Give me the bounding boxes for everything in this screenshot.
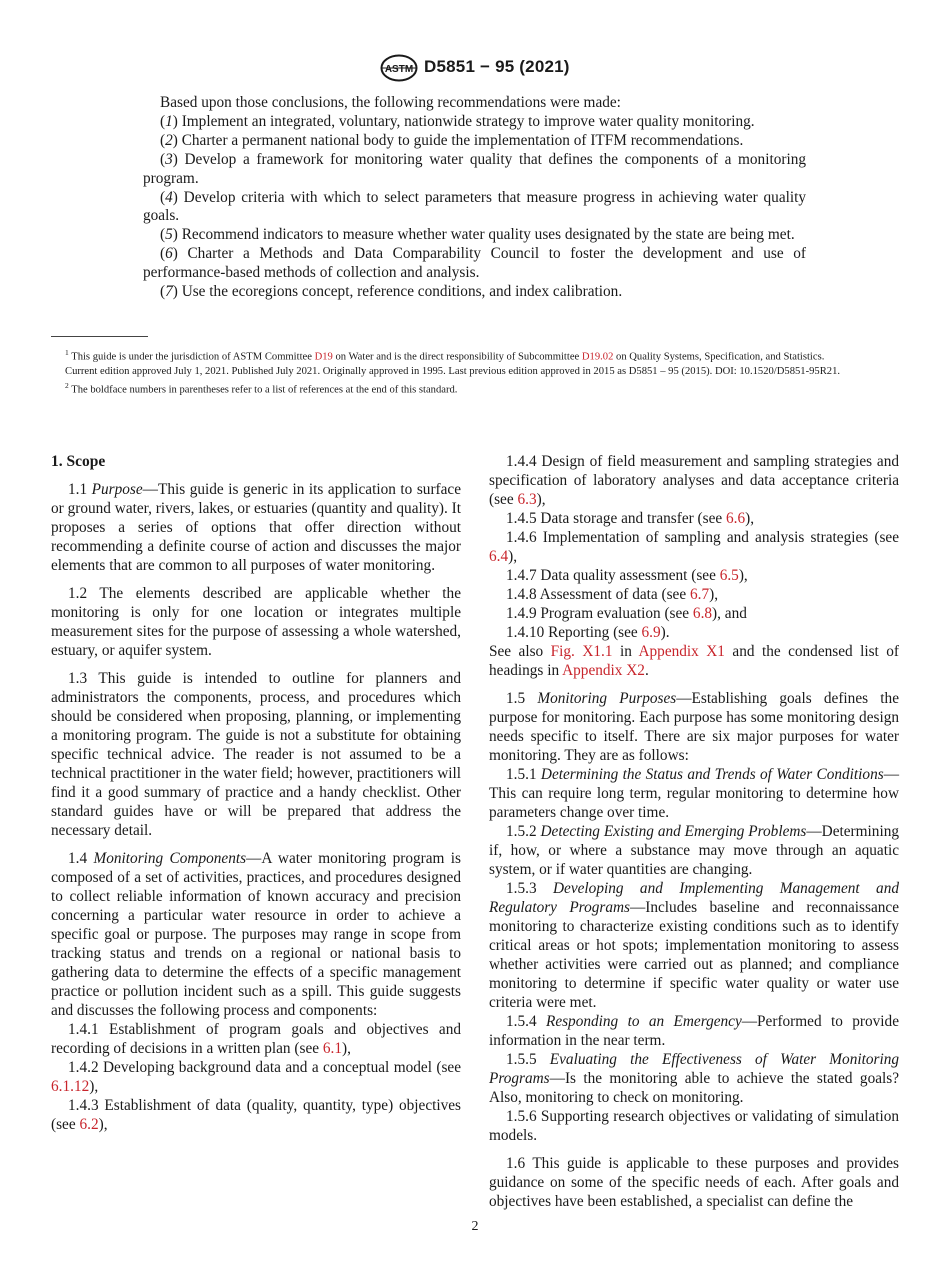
footnote-1: $^1$ This guide is under the jurisdiction of ASTM Committee D19 on Water and is the direct responsibility of Subcommittee D19.02 on Quality Systems, Specification, and Statistics. <box>65 348 825 363</box>
paragraph-1-2: 1.2 The elements described are applicable whether the monitoring is only for one location or integrates multiple measurement sites for the purpose of assessing a whole watershed, estuary, or aquifer system. <box>51 585 461 659</box>
recommendation-item: (1) Implement an integrated, voluntary, nationwide strategy to improve water quality monitoring. <box>160 112 755 130</box>
section-ref-link[interactable]: 6.7 <box>689 586 710 603</box>
paragraph-1-1: 1.1 Purpose—This guide is generic in its application to surface or ground water, rivers, lakes, or estuaries (quantity and quality). It proposes a series of options that offer direction without recommending a definite course of action and discusses the major elements that are common to all purposes of water monitoring. <box>51 481 462 574</box>
footnote-2: $^2$ The boldface numbers in parentheses refer to a list of references at the end of this standard. <box>65 380 458 396</box>
section-ref-link[interactable]: 6.3 <box>517 491 537 508</box>
appendix-x1-link[interactable]: Appendix X1 <box>638 643 725 660</box>
left-column <box>51 452 461 1134</box>
paragraph-1-4: 1.4 Monitoring Components—A water monitoring program is composed of a set of activities, practices, and procedures designed to collect reliable information of known accuracy and precision concerning a particular water resource in order to achieve a specific goal or purpose. The purposes may range in scope from tracking status and trends on a regional or national basis to gathering data to determine the effects of a specific management practice or pollution incident such as a spill. This guide suggests and discusses the following process and components: <box>51 850 461 1019</box>
recommendation-item: (4) Develop criteria with which to select parameters that measure progress in achieving water quality goals. <box>143 188 807 225</box>
purpose-item: 1.5.1 Determining the Status and Trends of Water Conditions—This can require long term, regular monitoring to determine how parameters change over time. <box>489 766 899 821</box>
paragraph-1-6: 1.6 This guide is applicable to these purposes and provides guidance on some of the specific needs of each. After goals and objectives have been established, a specialist can define the <box>489 1155 899 1210</box>
recommendation-item: (6) Charter a Methods and Data Comparability Council to foster the development and use of performance-based methods of collection and analysis. <box>143 245 806 282</box>
standard-designation: D5851 − 95 (2021) <box>424 57 570 76</box>
figure-link[interactable]: Fig. X1.1 <box>550 643 613 660</box>
component-item: 1.4.1 Establishment of program goals and objectives and recording of decisions in a written plan (see 6.1), <box>51 1021 461 1057</box>
component-item: 1.4.6 Implementation of sampling and analysis strategies (see 6.4), <box>489 529 899 565</box>
component-item: 1.4.5 Data storage and transfer (see 6.6), <box>506 510 755 527</box>
purpose-item: 1.5.3 Developing and Implementing Management and Regulatory Programs—Includes baseline and reconnaissance monitoring to characterize existing conditions such as to identify critical areas or hot spots; implementation monitoring to assess whether activities were carried out as planned; and compliance monitoring to determine if specific water quality or water use criteria were met. <box>489 880 899 1011</box>
astm-logo-icon <box>380 54 418 82</box>
recommendations-lead: Based upon those conclusions, the following recommendations were made: <box>160 94 621 111</box>
section-ref-link[interactable]: 6.1.12 <box>51 1078 90 1095</box>
section-ref-link[interactable]: 6.1 <box>322 1040 342 1057</box>
component-item: 1.4.4 Design of field measurement and sampling strategies and specification of laboratory analyses and data acceptance criteria (see 6.3), <box>489 453 899 508</box>
page-number: 2 <box>471 1219 479 1234</box>
component-item: 1.4.3 Establishment of data (quality, quantity, type) objectives (see 6.2), <box>51 1097 461 1133</box>
recommendation-item: (3) Develop a framework for monitoring water quality that defines the components of a monitoring program. <box>143 150 806 187</box>
recommendation-item: (5) Recommend indicators to measure whether water quality uses designated by the state are being met. <box>160 226 795 244</box>
section-ref-link[interactable]: 6.6 <box>726 510 746 527</box>
section-ref-link[interactable]: 6.8 <box>692 605 713 622</box>
edition-note: Current edition approved July 1, 2021. Published July 2021. Originally approved in 1995. Last previous edition approved in 2015 as D5851 – 95 (2015). DOI: 10.1520/D5851-95R21. <box>65 365 841 377</box>
purpose-item: 1.5.4 Responding to an Emergency—Performed to provide information in the near term. <box>489 1013 899 1049</box>
appendix-x2-link[interactable]: Appendix X2 <box>562 662 645 679</box>
right-column <box>489 452 899 1211</box>
component-item: 1.4.10 Reporting (see 6.9). <box>506 624 670 641</box>
purpose-item: 1.5.2 Detecting Existing and Emerging Problems—Determining if, how, or where a substance may move through an aquatic system, or if water quantities are changing. <box>489 823 899 878</box>
recommendation-item: (2) Charter a permanent national body to guide the implementation of ITFM recommendations. <box>160 131 744 149</box>
footnote-divider <box>51 336 148 337</box>
paragraph-1-3: 1.3 This guide is intended to outline for planners and administrators the components, process, and procedures which should be considered when proposing, planning, or implementing a monitoring program. The guide is not a substitute for obtaining specific technical advice. The reader is not assumed to be a technical practitioner in the water field; however, practitioners will find it a good summary of practice and a handy checklist. Other standard guides have or will be prepared that address the necessary detail. <box>51 670 461 839</box>
purpose-item: 1.5.5 Evaluating the Effectiveness of Water Monitoring Programs—Is the monitoring able to achieve the stated goals? Also, monitoring to check on monitoring. <box>489 1051 899 1106</box>
see-also-note: See also Fig. X1.1 in Appendix X1 and the condensed list of headings in Appendix X2. <box>489 643 899 679</box>
component-item: 1.4.2 Developing background data and a conceptual model (see 6.1.12), <box>51 1059 461 1095</box>
page-header <box>0 54 950 84</box>
recommendation-item: (7) Use the ecoregions concept, reference conditions, and index calibration. <box>160 283 623 301</box>
recommendations-block <box>143 94 806 302</box>
component-item: 1.4.9 Program evaluation (see 6.8), and <box>506 605 747 622</box>
committee-link[interactable]: D19 <box>314 351 333 363</box>
section-ref-link[interactable]: 6.9 <box>641 624 661 641</box>
section-ref-link[interactable]: 6.4 <box>489 548 509 565</box>
subcommittee-link[interactable]: D19.02 <box>581 351 614 363</box>
svg-text:ASTM: ASTM <box>384 64 414 75</box>
component-item: 1.4.8 Assessment of data (see 6.7), <box>506 586 719 603</box>
paragraph-1-5: 1.5 Monitoring Purposes—Establishing goals defines the purpose for monitoring. Each purpose has some monitoring design needs specific to itself. There are six major purposes for water monitoring. They are as follows: <box>489 690 899 764</box>
section-ref-link[interactable]: 6.2 <box>79 1116 99 1133</box>
section-ref-link[interactable]: 6.5 <box>719 567 739 584</box>
component-item: 1.4.7 Data quality assessment (see 6.5), <box>506 567 748 584</box>
footnotes <box>51 346 899 398</box>
purpose-item: 1.5.6 Supporting research objectives or validating of simulation models. <box>489 1108 899 1144</box>
section-title: 1. Scope <box>51 453 106 470</box>
